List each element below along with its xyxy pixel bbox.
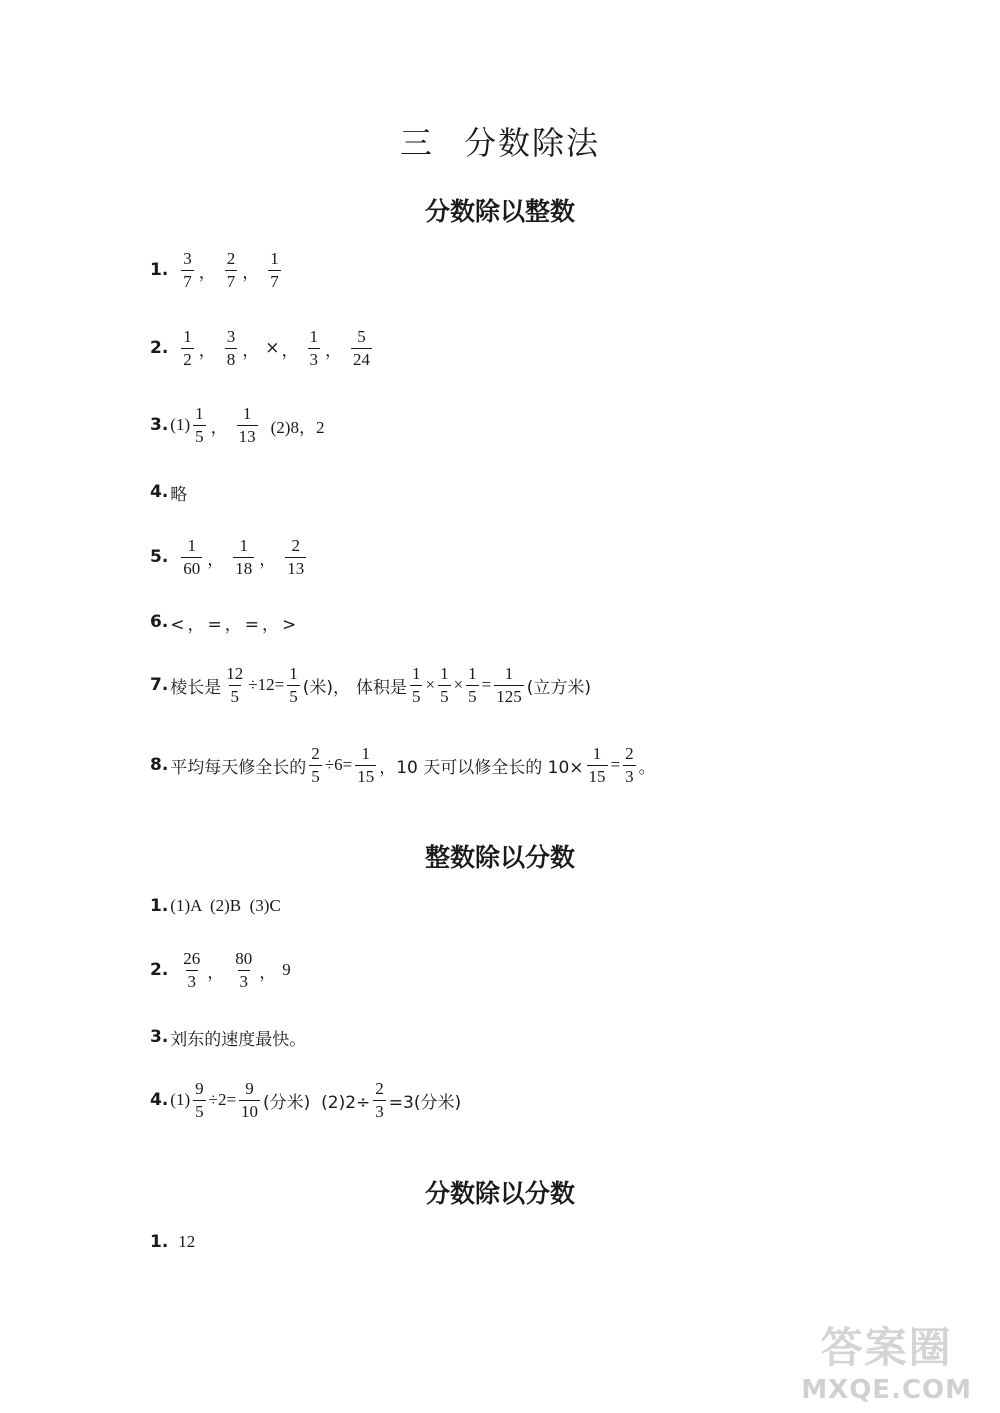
fraction: $\frac{1}{13}$ <box>238 403 256 446</box>
fraction: $\frac{1}{5}$ <box>195 403 204 446</box>
answer-item: 7. 棱长是 $\frac{12}{5}$ ÷12= $\frac{1}{5}$ (米)， 体积是 $\frac{1}{5}$ × $\frac{1}{5}$ × $\frac{1}{5}$ = $\frac{1}{125}$ (立方米) <box>150 663 592 706</box>
watermark-url: MXQE.COM <box>801 1375 972 1405</box>
item-number: 4. <box>150 482 169 502</box>
item-number: 1. <box>150 1232 169 1252</box>
item-number: 3. <box>150 415 169 435</box>
fraction: $\frac{2}{3}$ <box>375 1078 384 1121</box>
fraction: $\frac{26}{3}$ <box>183 948 201 991</box>
answer-item: 5. $\frac{1}{60}$ ， $\frac{1}{18}$ ， $\frac{2}{13}$ <box>150 535 305 578</box>
fraction: $\frac{1}{5}$ <box>411 663 421 706</box>
fraction: $\frac{1}{15}$ <box>357 743 375 786</box>
item-number: 5. <box>150 547 169 567</box>
fraction: $\frac{1}{3}$ <box>309 326 319 369</box>
fraction: $\frac{9}{5}$ <box>195 1078 204 1121</box>
watermark-logo-text: 答案圈 <box>820 1323 953 1372</box>
fraction: $\frac{1}{125}$ <box>496 663 522 706</box>
fraction: $\frac{2}{3}$ <box>625 743 634 786</box>
fraction: $\frac{1}{5}$ <box>289 663 298 706</box>
answer-item: 6. <，=，=，> <box>150 612 300 635</box>
answer-item: 8. 平均每天修全长的 $\frac{2}{5}$ ÷6= $\frac{1}{15}$ ，10 天可以修全长的 10× $\frac{1}{15}$ = $\frac{2}{3}$ 。 <box>150 743 656 786</box>
fraction: $\frac{2}{5}$ <box>311 743 320 786</box>
answer-item: 4. (1) $\frac{9}{5}$ ÷2= $\frac{9}{10}$ (分米) (2)2÷ $\frac{2}{3}$ =3(分米) <box>150 1078 462 1121</box>
item-number: 2. <box>150 338 169 358</box>
answer-item: 2. $\frac{26}{3}$ ， $\frac{80}{3}$ ， 9 <box>150 948 291 991</box>
fraction: $\frac{1}{5}$ <box>440 663 449 706</box>
fraction: $\frac{5}{24}$ <box>353 326 371 369</box>
section-title-fraction-div-integer: 分数除以整数 <box>424 197 575 226</box>
item-number: 8. <box>150 755 169 775</box>
item-number: 1. <box>150 260 169 280</box>
fraction: $\frac{1}{7}$ <box>270 248 279 291</box>
chapter-number: 三 <box>399 124 434 162</box>
item-number: 3. <box>150 1027 169 1047</box>
item-number: 1. <box>150 896 169 916</box>
answer-item: 2. $\frac{1}{2}$ ， $\frac{3}{8}$ ， × ， $\frac{1}{3}$ ， $\frac{5}{24}$ <box>150 326 371 369</box>
section-title-integer-div-fraction: 整数除以分数 <box>424 843 575 872</box>
chapter-title <box>0 118 1000 164</box>
answer-item: 3. 刘东的速度最快。 <box>150 1027 307 1050</box>
answer-item: 4. 略 <box>150 482 188 505</box>
fraction: $\frac{1}{60}$ <box>183 535 201 578</box>
fraction: $\frac{9}{10}$ <box>241 1078 259 1121</box>
fraction: $\frac{3}{7}$ <box>183 248 192 291</box>
chapter-name: 分数除法 <box>464 124 601 162</box>
fraction: $\frac{1}{18}$ <box>235 535 253 578</box>
answer-item: 1. 12 <box>150 1232 196 1252</box>
fraction: $\frac{12}{5}$ <box>226 663 244 706</box>
item-number: 7. <box>150 675 169 695</box>
answer-item: 1. $\frac{3}{7}$ ， $\frac{2}{7}$ ， $\frac{1}{7}$ <box>150 248 279 291</box>
item-number: 4. <box>150 1090 169 1110</box>
fraction: $\frac{1}{15}$ <box>588 743 606 786</box>
answer-item: 1. (1)A (2)B (3)C <box>150 896 281 916</box>
watermark <box>801 1315 972 1405</box>
fraction: $\frac{80}{3}$ <box>235 948 253 991</box>
fraction: $\frac{2}{13}$ <box>287 535 305 578</box>
fraction: $\frac{1}{5}$ <box>468 663 477 706</box>
item-number: 2. <box>150 960 169 980</box>
answer-item: 3. (1) $\frac{1}{5}$ ， $\frac{1}{13}$ (2)8，2 <box>150 403 325 446</box>
fraction: $\frac{2}{7}$ <box>226 248 236 291</box>
wrong-mark: × <box>265 338 280 358</box>
fraction: $\frac{1}{2}$ <box>183 326 192 369</box>
item-number: 6. <box>150 612 169 632</box>
fraction: $\frac{3}{8}$ <box>226 326 236 369</box>
section-title-fraction-div-fraction: 分数除以分数 <box>424 1179 575 1208</box>
